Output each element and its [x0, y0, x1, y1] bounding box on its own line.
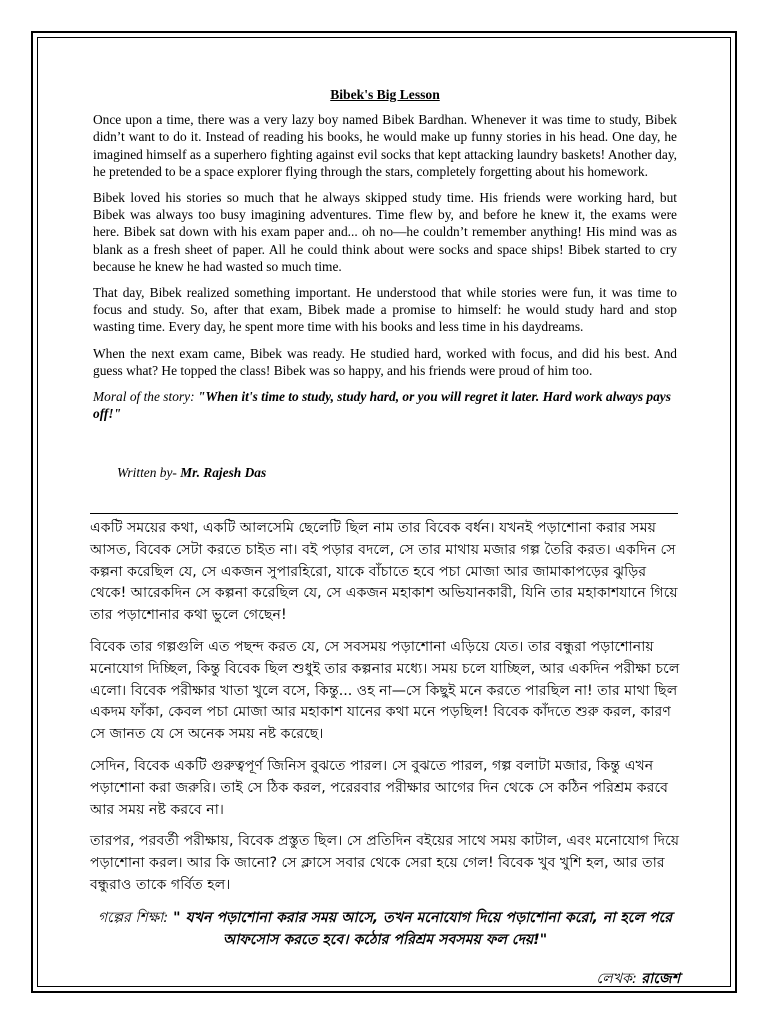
bengali-moral-label: গল্পের শিক্ষা: [97, 909, 169, 926]
bengali-author-name: রাজেশ [641, 970, 680, 987]
english-paragraph-4: When the next exam came, Bibek was ready. He studied hard, worked with focus, and did his best. And guess what? He topped the class! Bibek was so happy, and his friends were proud of him too. [93, 345, 677, 378]
bengali-paragraph-3: সেদিন, বিবেক একটি গুরুত্বপূর্ণ জিনিস বুঝতে পারল। সে বুঝতে পারল, গল্প বলাটা মজার, কিন্তু এখন পড়াশোনা করা জরুরি। তাই সে ঠিক করল, পরেরবার পরীক্ষার আগের দিন থেকে সে কঠিন পরিশ্রম করবে আর সময় নষ্ট করবে না। [90, 757, 669, 818]
english-moral-text: "When it's time to study, study hard, or you will regret it later. Hard work always pays off!" [93, 389, 671, 422]
bengali-story [90, 518, 680, 991]
english-paragraph-2: Bibek loved his stories so much that he always skipped study time. His friends were working hard, but Bibek was always too busy imagining adventures. Time flew by, and before he knew it, the exams were here. Bibek sat down with his exam paper and... oh no—he couldn’t remember anything! His mind was as blank as a fresh sheet of paper. All he could think about were socks and space ships! Bibek started to cry because he knew he had wasted so much time. [93, 190, 677, 274]
english-author-name: Mr. Rajesh Das [180, 465, 267, 481]
english-story [93, 86, 677, 482]
english-moral [93, 388, 677, 422]
bengali-paragraph-4: তারপর, পরবর্তী পরীক্ষায়, বিবেক প্রস্তুত ছিল। সে প্রতিদিন বইয়ের সাথে সময় কাটাল, এবং মনোযোগ দিয়ে পড়াশোনা করল। আর কি জানো? সে ক্লাসে সবার থেকে সেরা হয়ে গেল! বিবেক খুব খুশি হল, আর তার বন্ধুরাও তাকে গর্বিত হল। [90, 833, 680, 893]
bengali-paragraph-2: বিবেক তার গল্পগুলি এত পছন্দ করত যে, সে সবসময় পড়াশোনা এড়িয়ে যেত। তার বন্ধুরা পড়াশোনায় মনোযোগ দিচ্ছিল, কিন্তু বিবেক ছিল শুধুই তার কল্পনার মধ্যে। সময় চলে যাচ্ছিল, আর একদিন পরীক্ষা চলে এলো। বিবেক পরীক্ষার খাতা খুলে বসে, কিন্তু... ওহ না—সে কিছুই মনে করতে পারছিল না! তার মাথা ছিল একদম ফাঁকা, কেবল পচা মোজা আর মহাকাশ যানের কথা মনে পড়ছিল! বিবেক কাঁদতে শুরু করল, কারণ সে জানত যে সে অনেক সময় নষ্ট করেছে। [90, 638, 680, 743]
english-author-label: Written by- [117, 465, 177, 481]
bengali-author-label: লেখক: [596, 970, 637, 987]
english-paragraph-1: Once upon a time, there was a very lazy boy named Bibek Bardhan. Whenever it was time to study, Bibek didn’t want to do it. Instead of reading his books, he would make up funny stories in his head. One day, he imagined himself as a superhero fighting against evil socks that kept attacking laundry baskets! Another day, he pretended to be a space explorer flying through the stars, completely forgetting about his homework. [93, 112, 677, 179]
section-divider [90, 513, 678, 514]
story-title: Bibek's Big Lesson [330, 87, 440, 102]
bengali-moral [90, 907, 680, 951]
english-moral-label: Moral of the story: [93, 389, 195, 405]
bengali-moral-text: " যখন পড়াশোনা করার সময় আসে, তখন মনোযোগ দিয়ে পড়াশোনা করো, না হলে পরে আফসোস করতে হবে। কঠোর পরিশ্রম সবসময় ফল দেয়!" [173, 909, 673, 948]
bengali-paragraph-1: একটি সময়ের কথা, একটি আলসেমি ছেলেটি ছিল নাম তার বিবেক বর্ধন। যখনই পড়াশোনা করার সময় আসত, বিবেক সেটা করতে চাইত না। বই পড়ার বদলে, সে তার মাথায় মজার গল্প তৈরি করত। একদিন সে কল্পনা করেছিল যে, সে একজন সুপারহিরো, যাকে বাঁচাতে হবে পচা মোজা আর জামাকাপড়ের ঝুড়ির থেকে! আরেকদিন সে কল্পনা করেছিল যে, সে একজন মহাকাশ অভিযানকারী, যিনি তার মহাকাশযানে গিয়ে তার পড়াশোনার কথা ভুলে গেছেন! [90, 520, 678, 624]
bengali-author [90, 969, 680, 991]
english-author [117, 464, 677, 481]
english-paragraph-3: That day, Bibek realized something important. He understood that while stories were fun, it was time to focus and study. So, after that exam, Bibek made a promise to himself: he would study hard and stop wasting time. Every day, he spent more time with his books and less time in his daydreams. [93, 285, 677, 335]
